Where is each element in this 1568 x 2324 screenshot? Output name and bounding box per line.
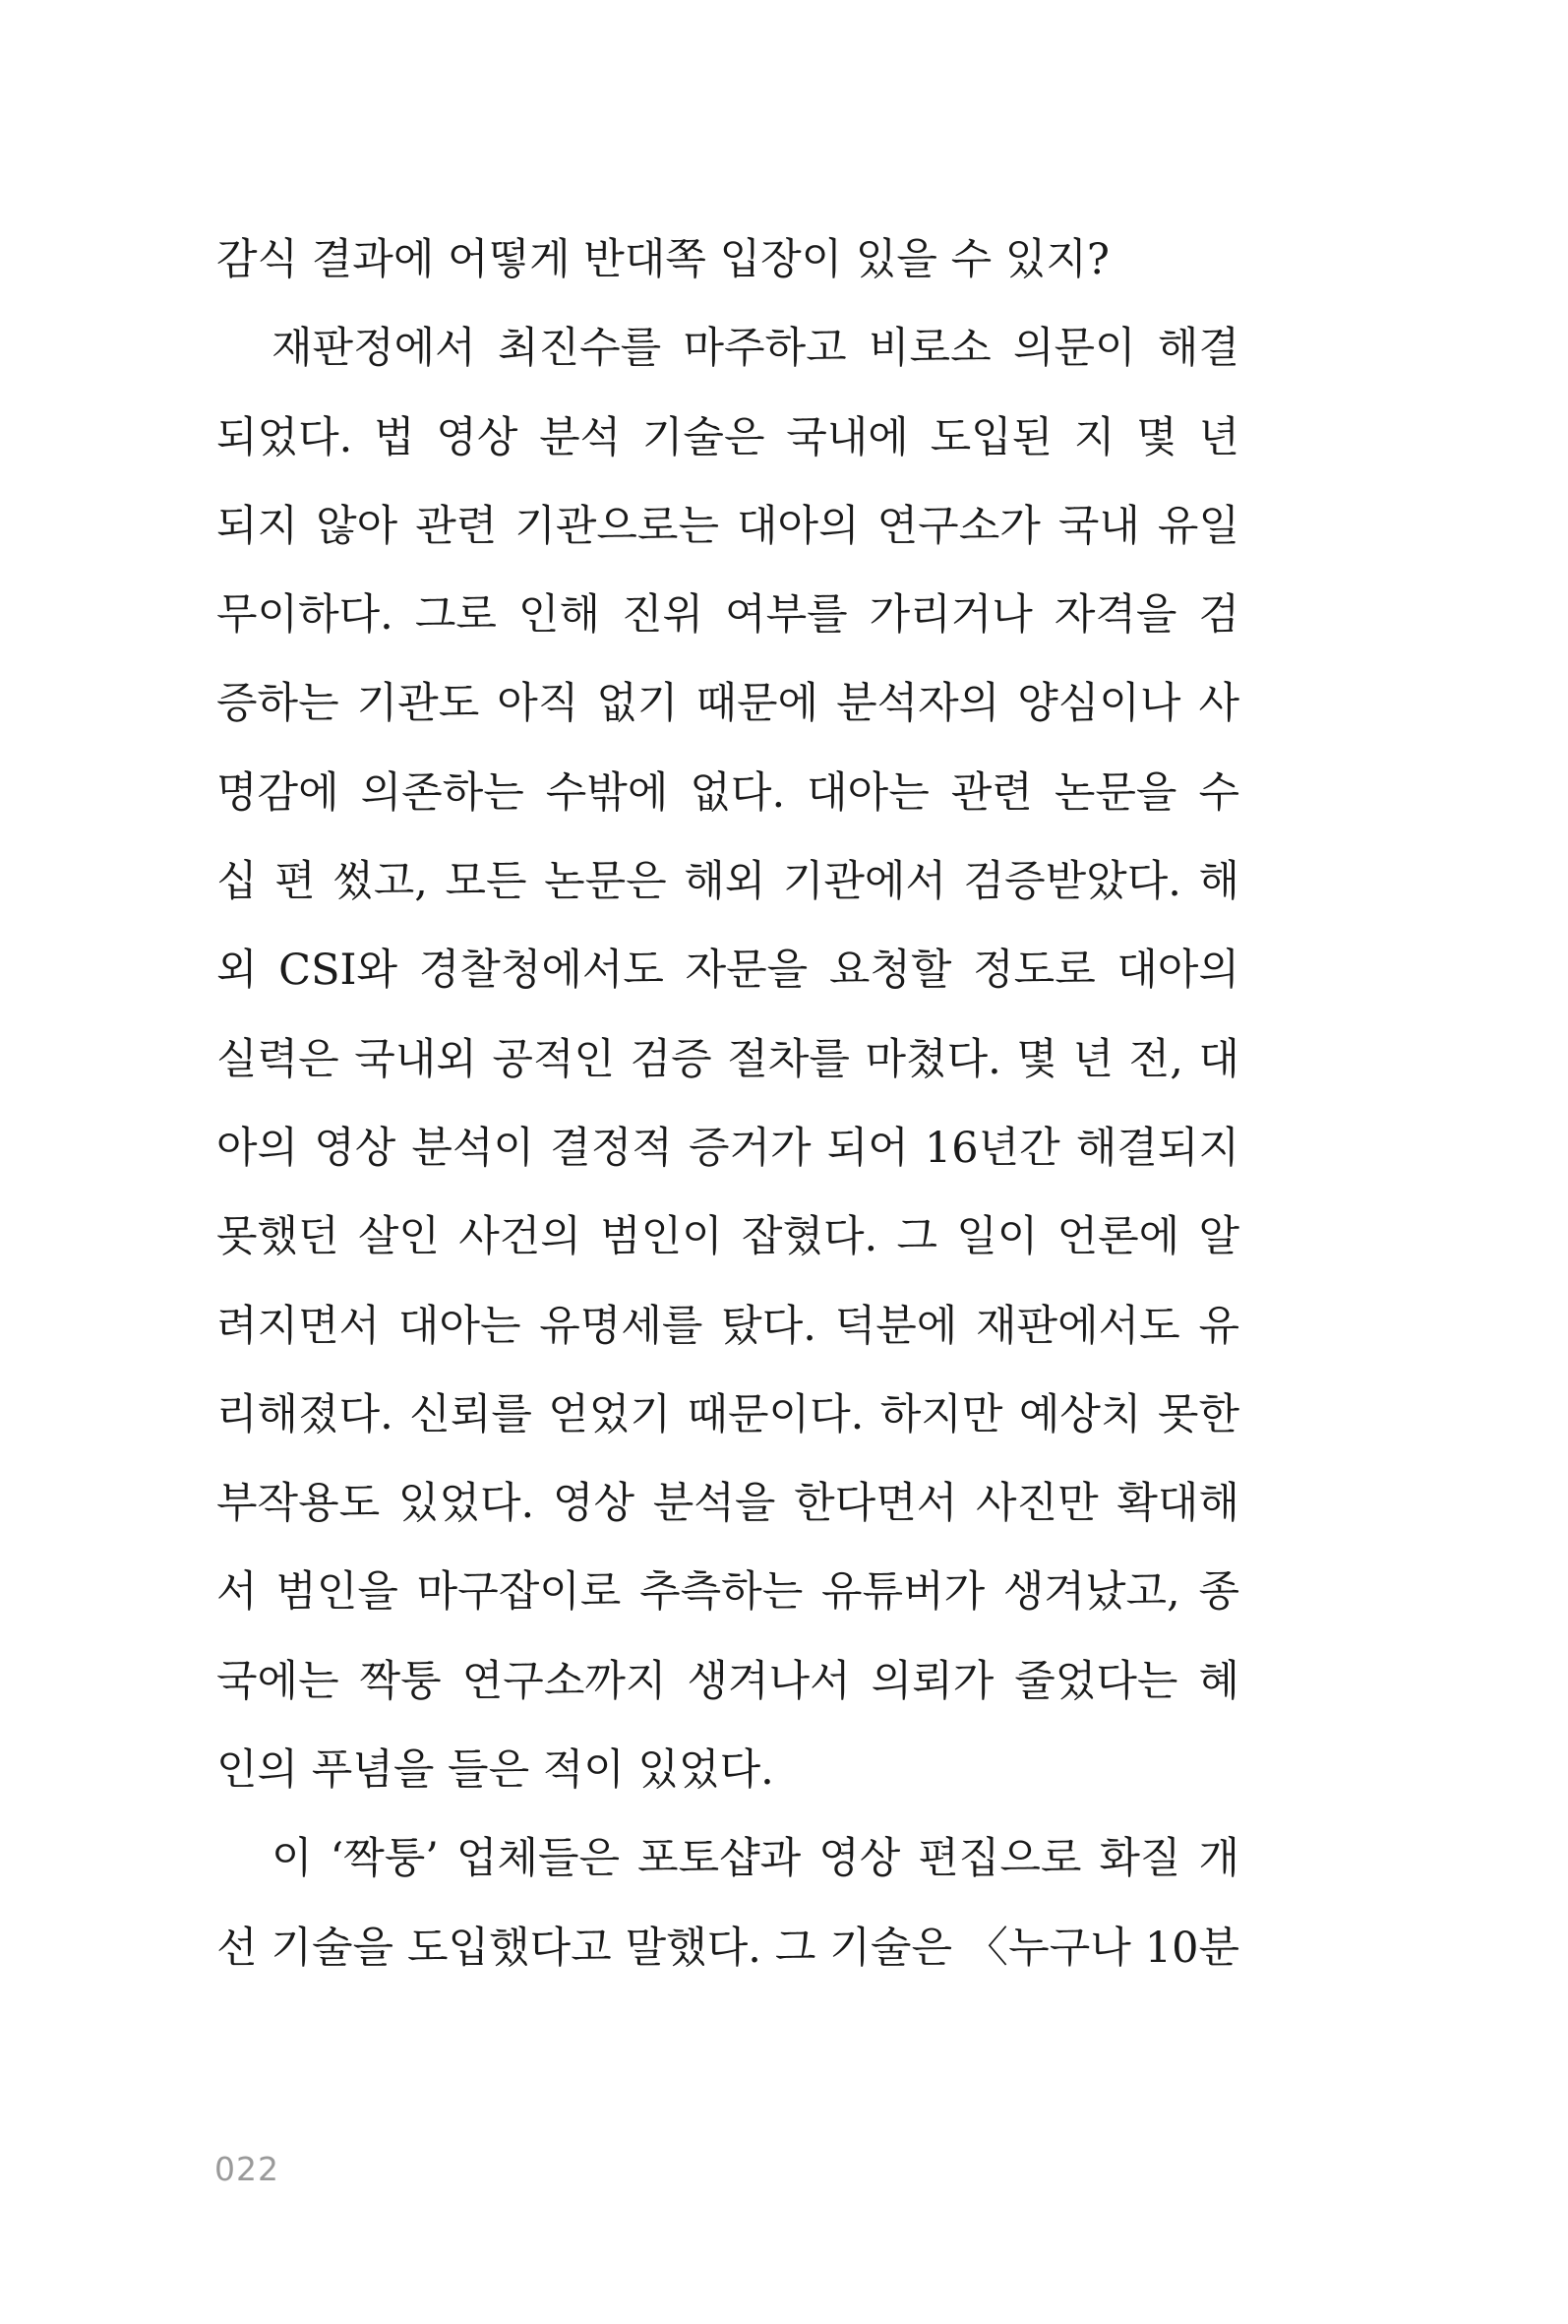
text-line: 명감에 의존하는 수밖에 없다. 대아는 관련 논문을 수 <box>216 767 1239 818</box>
text-line: 되었다. 법 영상 분석 기술은 국내에 도입된 지 몇 년 <box>216 412 1239 462</box>
text-line: 못했던 살인 사건의 범인이 잡혔다. 그 일이 언론에 알 <box>216 1212 1239 1262</box>
text-line: 부작용도 있었다. 영상 분석을 한다면서 사진만 확대해 <box>216 1479 1239 1529</box>
text-line: 인의 푸념을 들은 적이 있었다. <box>216 1745 774 1796</box>
text-line: 이 ‘짝퉁’ 업체들은 포토샵과 영상 편집으로 화질 개 <box>271 1834 1239 1884</box>
text-line: 재판정에서 최진수를 마주하고 비로소 의문이 해결 <box>271 324 1239 374</box>
text-line: 선 기술을 도입했다고 말했다. 그 기술은 〈누구나 10분 <box>216 1923 1239 1973</box>
body-text <box>216 228 1239 2005</box>
text-line: 무이하다. 그로 인해 진위 여부를 가리거나 자격을 검 <box>216 590 1239 641</box>
text-line: 국에는 짝퉁 연구소까지 생겨나서 의뢰가 줄었다는 혜 <box>216 1656 1239 1706</box>
text-line: 실력은 국내외 공적인 검증 절차를 마쳤다. 몇 년 전, 대 <box>216 1034 1239 1084</box>
text-line: 감식 결과에 어떻게 반대쪽 입장이 있을 수 있지? <box>216 235 1110 284</box>
text-line: 려지면서 대아는 유명세를 탔다. 덕분에 재판에서도 유 <box>216 1301 1239 1351</box>
text-line: 되지 않아 관련 기관으로는 대아의 연구소가 국내 유일 <box>216 501 1239 551</box>
text-line: 증하는 기관도 아직 없기 때문에 분석자의 양심이나 사 <box>216 679 1239 729</box>
page-number: 022 <box>214 2150 279 2188</box>
text-line: 아의 영상 분석이 결정적 증거가 되어 16년간 해결되지 <box>216 1123 1239 1173</box>
text-line: 리해졌다. 신뢰를 얻었기 때문이다. 하지만 예상치 못한 <box>216 1389 1239 1439</box>
text-line: 십 편 썼고, 모든 논문은 해외 기관에서 검증받았다. 해 <box>216 857 1239 907</box>
text-line: 서 범인을 마구잡이로 추측하는 유튜버가 생겨났고, 종 <box>216 1567 1239 1618</box>
text-line: 외 CSI와 경찰청에서도 자문을 요청할 정도로 대아의 <box>216 946 1239 996</box>
